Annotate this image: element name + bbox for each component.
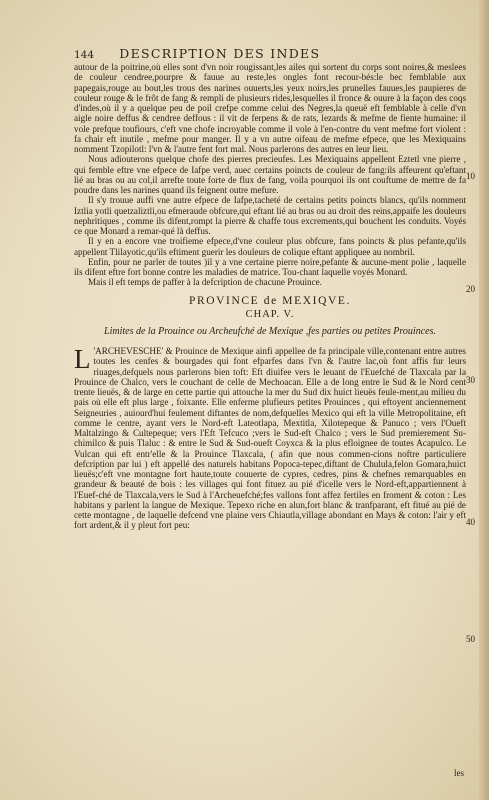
paragraph: autour de la poitrine,où elles sont d'vn noir rougissant,les ailes qui sortent du corps sont noires,& meslees de couleur cendree,pourpre & fauue au reste,les ongles font recour-bés:le bec femblable aux papegais,rouge au bout,les trous des narines ouuerts,les yeux noirs,les prunelles fauues,les paupieres de couleur rouge & le frôt de fang & rempli de plusieurs rides,lesquelles il fronce & ouure à la façon des coqs d'indes,où il y a quelque peu de poil crefpe comme celui des Negres,la queuë eft femblable à celle d'vn aigle noire deffus & cendree deffous : il vit de ferpens & de rats, lezards & mefme de fiente humaine: il vole prefque toufiours, c'eft vne chofe incroyable comme il vole à l'en-contre du vent mefme fort violent : fa chair eft inutile , mefme pour manger. Il y a vn autre oifeau de mefme efpece, que les Mexiquains nomment Tzopilotl: l'vn & l'autre fent fort mal. Nous parlerons des autres en leur lieu. (74, 62, 466, 154)
margin-note: 50 (466, 634, 475, 644)
paragraph: Nous adiouterons quelque chofe des pierres precieufes. Les Mexiquains appellent Eztetl vne pierre , qui femble eftre vne efpece de Iafpe verd, auec certains poincts de couleur de fang:ils affeurent qu'eftant lié au bras ou au col,il arrefte toute forte de flux de fang, voila pourquoi ils ont couftume de mettre de fa poudre dans les narines quand ils feignent outre mefure. (74, 154, 466, 195)
page-number: 144 (74, 49, 95, 61)
drop-cap: L (74, 344, 91, 374)
page-edge (479, 0, 489, 800)
chapter-subtitle: Limites de la Prouince ou Archeufché de Mexique ,fes parties ou petites Prouinces. (104, 326, 436, 337)
margin-note: 40 (466, 517, 475, 527)
paragraph: Mais il eft temps de paffer à la defcription de chacune Prouince. (88, 277, 322, 288)
margin-note: 10 (466, 171, 475, 181)
chapter-heading: CHAP. V. (245, 308, 295, 320)
margin-note: 30 (466, 375, 475, 385)
running-title: DESCRIPTION DES INDES (119, 46, 321, 61)
catchword: les (454, 768, 464, 778)
margin-note: 20 (466, 284, 475, 294)
running-header (74, 46, 464, 61)
chapter-body (74, 346, 466, 531)
paragraph: Il s'y trouue auffi vne autre efpece de Iafpe,tacheté de certains petits poincts blancs, qu'ils nomment Iztlia yotli quetzaliztli,ou efmeraude obfcure,qui eftant lié au bras ou au droit des reins,appaife les douleurs nephritiques , comme ils difent,rompt la pierre & chaffe tous excrements,qui bouchent les conduits. Voyés ce que Monard a remar-qué là deffus. (74, 195, 466, 236)
paragraph: Enfin, pour ne parler de toutes )il y a vne certaine pierre noire,pefante & aucune-ment polie , laquelle ils difent eftre fort bonne contre les maladies de matrice. Tou-chant laquelle voyés Monard. (74, 256, 466, 277)
paragraph: Il y en a encore vne troifieme efpece,d'vne couleur plus obfcure, fans poincts & plus pefante,qu'ils appellent Tlilayotic,qu'ils eftiment guerir les douleurs de colique eftant appliquee au nombril. (74, 236, 466, 257)
chapter-body-text: 'ARCHEVESCHE' & Prouince de Mexique ainfi appellee de fa principale ville,contenant entre autres toutes les cenfes & bourgades qui font efparfes dans l'vn & l'autre lac,où font affis fur leurs riuages,defquels nous parlerons bien toft: Eft diuifee vers le leuant de l'Euefché de Tlaxcala par la Prouince de Chalco, vers le couchant de celle de Mechoacan. Elle a de long entre le Sud & le Nord cent trente lieuës, & de large en cette partie qui attouche la mer du Sud dix huict lieuës feule-ment,au milieu du pais où elle eft plus large , foixante. Elle enferme plufieurs petites Prouinces , qui eftoyent anciennement Seigneuries , auiourd'hui feulement diftantes de nom,defquelles Mexico qui eft la ville Metropolitaine, eft comme le centre, ayant vers le Nord-eft Lateotlapa, Mextitla, Xilotepeque & Panuco ; vers l'Oueft Maltalzingo & Cultepeque; vers l'Eft Tefcuco ;vers le Sud-eft Chalco ; vers le Sud premierement Su-chimilco & puis Tlaluc : & entre le Sud & Sud-oueft Coyxca & la plus efloignee de toutes Acapulco. Le Vulcan qui eft entr'elle & la Prouince Tlaxcala, ( afin que nous commen-cions noftre particuliere defcription par lui ) eft appellé des naturels habitans Popoca-tepec,diftant de Chulula,felon Gomara,huict lieuës;c'eft vne montagne fort haute,toute couuerte de cypres, cedres, pins & chefnes remarquables en grandeur & beauté de bois : les villages qui font fituez au pié d'icelle vers le Nord-eft,appartiennent à l'Euef-ché de Tlaxcala,vers le Sud à l'Archeuefché;fes vallons font affez fertiles en froment & coton : Les habitans y parlent la langue de Mexique. Tepexo riche en alun,fort blanc & tranfparant, eft fitué au pié de cette montagne , de laquelle defcend vne plaine vers Chiautla,village abondant en Mays & coton: l'air y eft fort ardent,& il y pleut fort peu: (74, 346, 466, 531)
main-text (74, 62, 466, 531)
section-title: PROVINCE de MEXIQVE. (188, 294, 351, 307)
